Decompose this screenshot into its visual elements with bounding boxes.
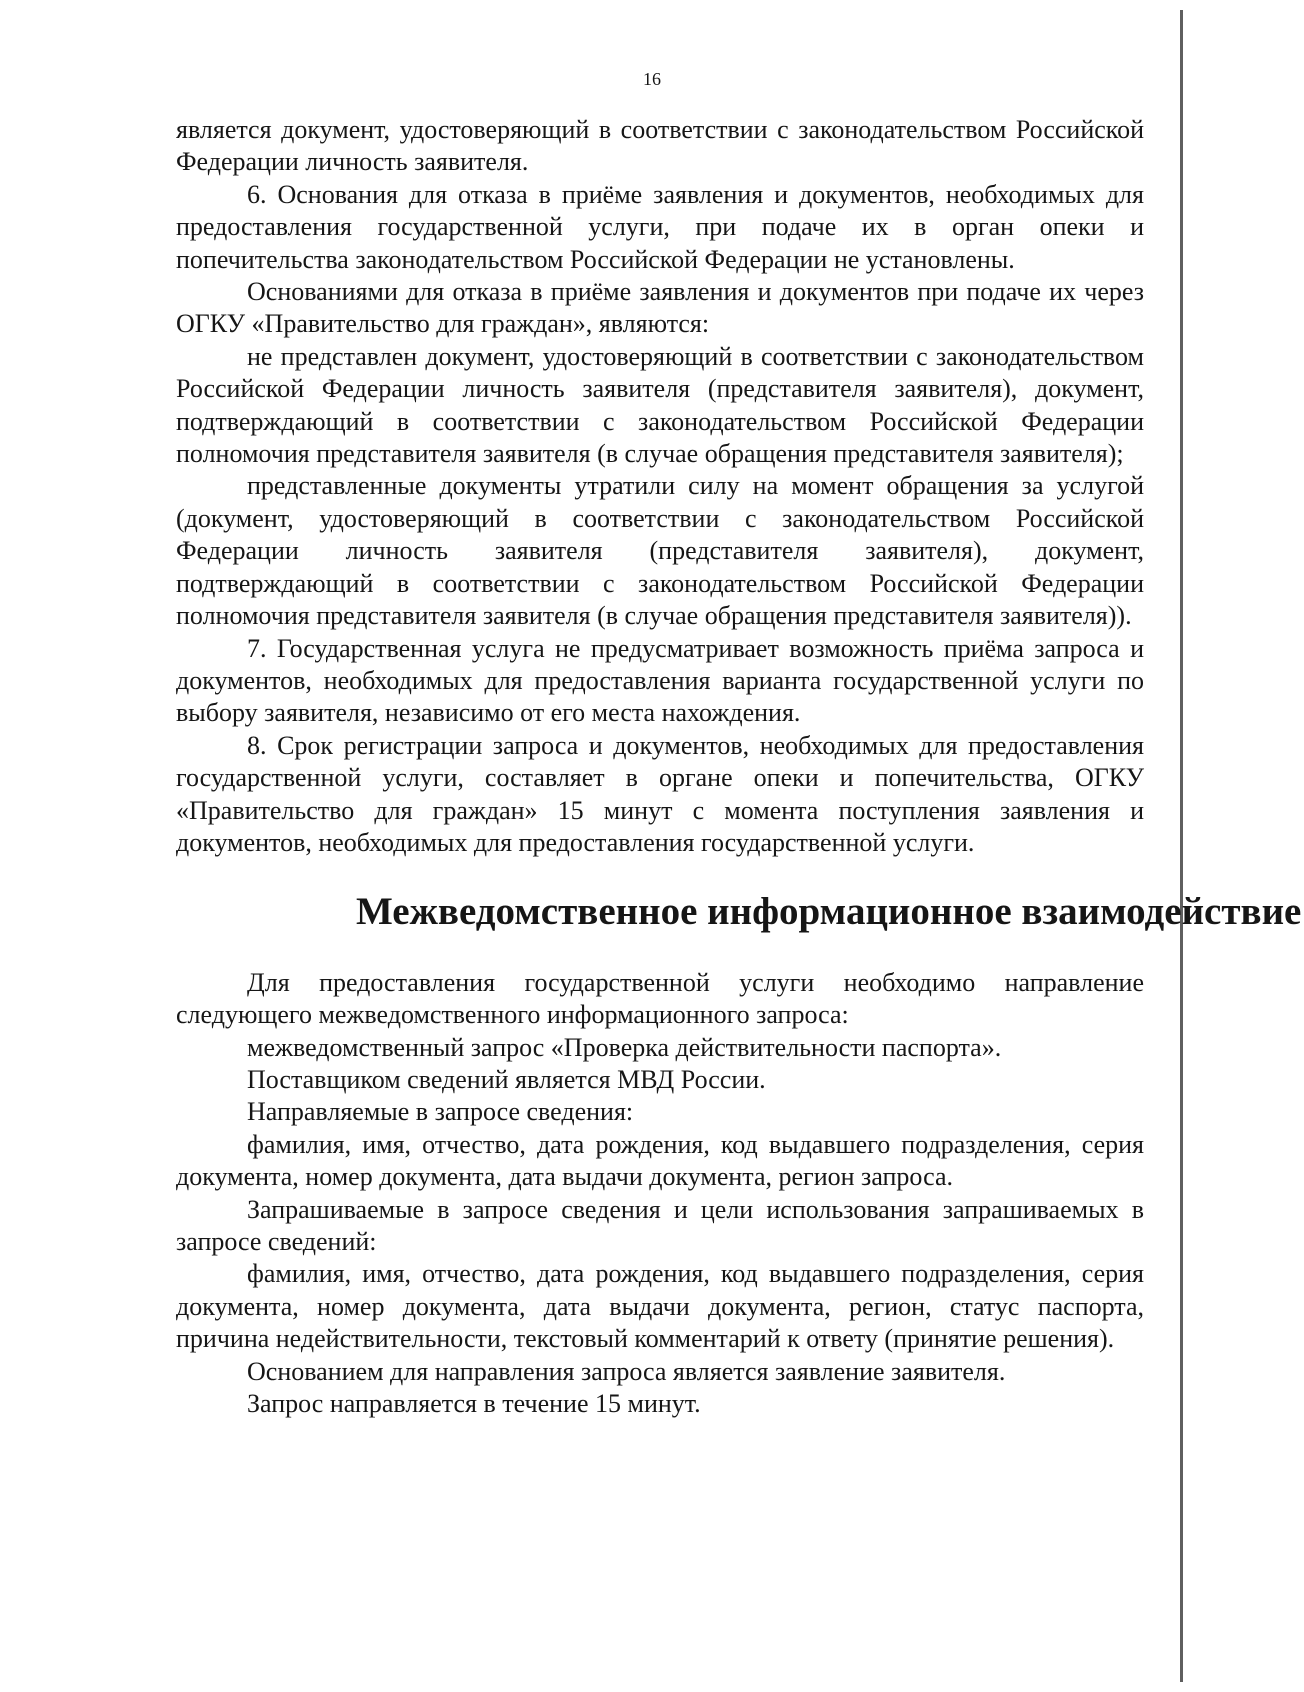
paragraph-sent-data-label: Направляемые в запросе сведения:	[247, 1097, 634, 1127]
document-body	[176, 114, 1302, 1420]
paragraph-request-name: межведомственный запрос «Проверка действительности паспорта».	[247, 1032, 1002, 1062]
paragraph-no-document: не представлен документ, удостоверяющий в соответствии с законодательством Российской Федерации личность заявителя (представителя заявителя), документ, подтверждающий в соответствии с законодательством Российской Федерации полномочия представителя заявителя (в случае обращения представителя заявителя);	[176, 341, 1144, 469]
paragraph-interagency-request: Для предоставления государственной услуги необходимо направление следующего межведомственного информационного запроса:	[176, 967, 1144, 1030]
paragraph-item-7: 7. Государственная услуга не предусматривает возможность приёма запроса и документов, необходимых для предоставления варианта государственной услуги по выбору заявителя, независимо от его места нахождения.	[176, 633, 1144, 728]
paragraph-continuation: является документ, удостоверяющий в соответствии с законодательством Российской Федерации личность заявителя.	[176, 115, 1144, 177]
paragraph-request-timing: Запрос направляется в течение 15 минут.	[247, 1389, 701, 1419]
section-heading: Межведомственное информационное взаимодействие	[356, 890, 1302, 934]
scan-edge-line	[1180, 10, 1183, 1682]
paragraph-request-basis: Основанием для направления запроса является заявление заявителя.	[247, 1356, 1006, 1386]
page-number: 16	[643, 69, 661, 89]
paragraph-item-8: 8. Срок регистрации запроса и документов, необходимых для предоставления государственной услуги, составляет в органе опеки и попечительства, ОГКУ «Правительство для граждан» 15 минут с момента поступления заявления и документов, необходимых для предоставления государственной услуги.	[176, 730, 1144, 857]
paragraph-item-6: 6. Основания для отказа в приёме заявления и документов, необходимых для предоставления государственной услуги, при подаче их в орган опеки и попечительства законодательством Российской Федерации не установлены.	[176, 179, 1144, 274]
paragraph-expired-documents: представленные документы утратили силу на момент обращения за услугой (документ, удостоверяющий в соответствии с законодательством Российской Федерации личность заявителя (представителя заявителя), документ, подтверждающий в соответствии с законодательством Российской Федерации полномочия представителя заявителя (в случае обращения представителя заявителя)).	[176, 471, 1144, 631]
paragraph-requested-data-label: Запрашиваемые в запросе сведения и цели использования запрашиваемых в запросе сведений:	[176, 1194, 1144, 1256]
paragraph-provider: Поставщиком сведений является МВД России.	[247, 1064, 766, 1094]
paragraph-requested-data-list: фамилия, имя, отчество, дата рождения, код выдавшего подразделения, серия документа, номер документа, дата выдачи документа, регион, статус паспорта, причина недействительности, текстовый комментарий к ответу (принятие решения).	[176, 1259, 1144, 1354]
paragraph-sent-data-list: фамилия, имя, отчество, дата рождения, код выдавшего подразделения, серия документа, номер документа, дата выдачи документа, регион запроса.	[176, 1129, 1144, 1192]
paragraph-refusal-grounds: Основаниями для отказа в приёме заявления и документов при подаче их через ОГКУ «Правительство для граждан», являются:	[176, 277, 1144, 339]
